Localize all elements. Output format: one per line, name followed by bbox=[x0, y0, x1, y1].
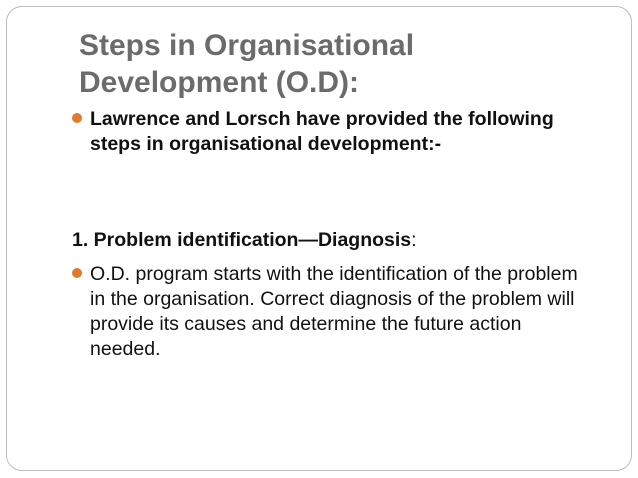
bullet-description-text: O.D. program starts with the identification of the problem in the organisation. Correct diagnosis of the problem will provide its causes and determine the future action needed. bbox=[90, 263, 578, 360]
slide-title bbox=[79, 27, 599, 101]
bullet-icon bbox=[72, 268, 82, 278]
bullet-description bbox=[72, 262, 592, 362]
step-heading-colon: : bbox=[411, 229, 417, 251]
bullet-intro-text: Lawrence and Lorsch have provided the following steps in organisational development:- bbox=[90, 108, 554, 155]
step-heading-text: 1. Problem identification—Diagnosis bbox=[72, 229, 412, 251]
bullet-icon bbox=[72, 113, 82, 123]
bullet-intro bbox=[72, 107, 592, 157]
slide-title-line-1: Steps in Organisational bbox=[79, 29, 415, 62]
step-heading bbox=[72, 228, 592, 253]
slide-title-line-2: Development (O.D): bbox=[79, 66, 360, 99]
